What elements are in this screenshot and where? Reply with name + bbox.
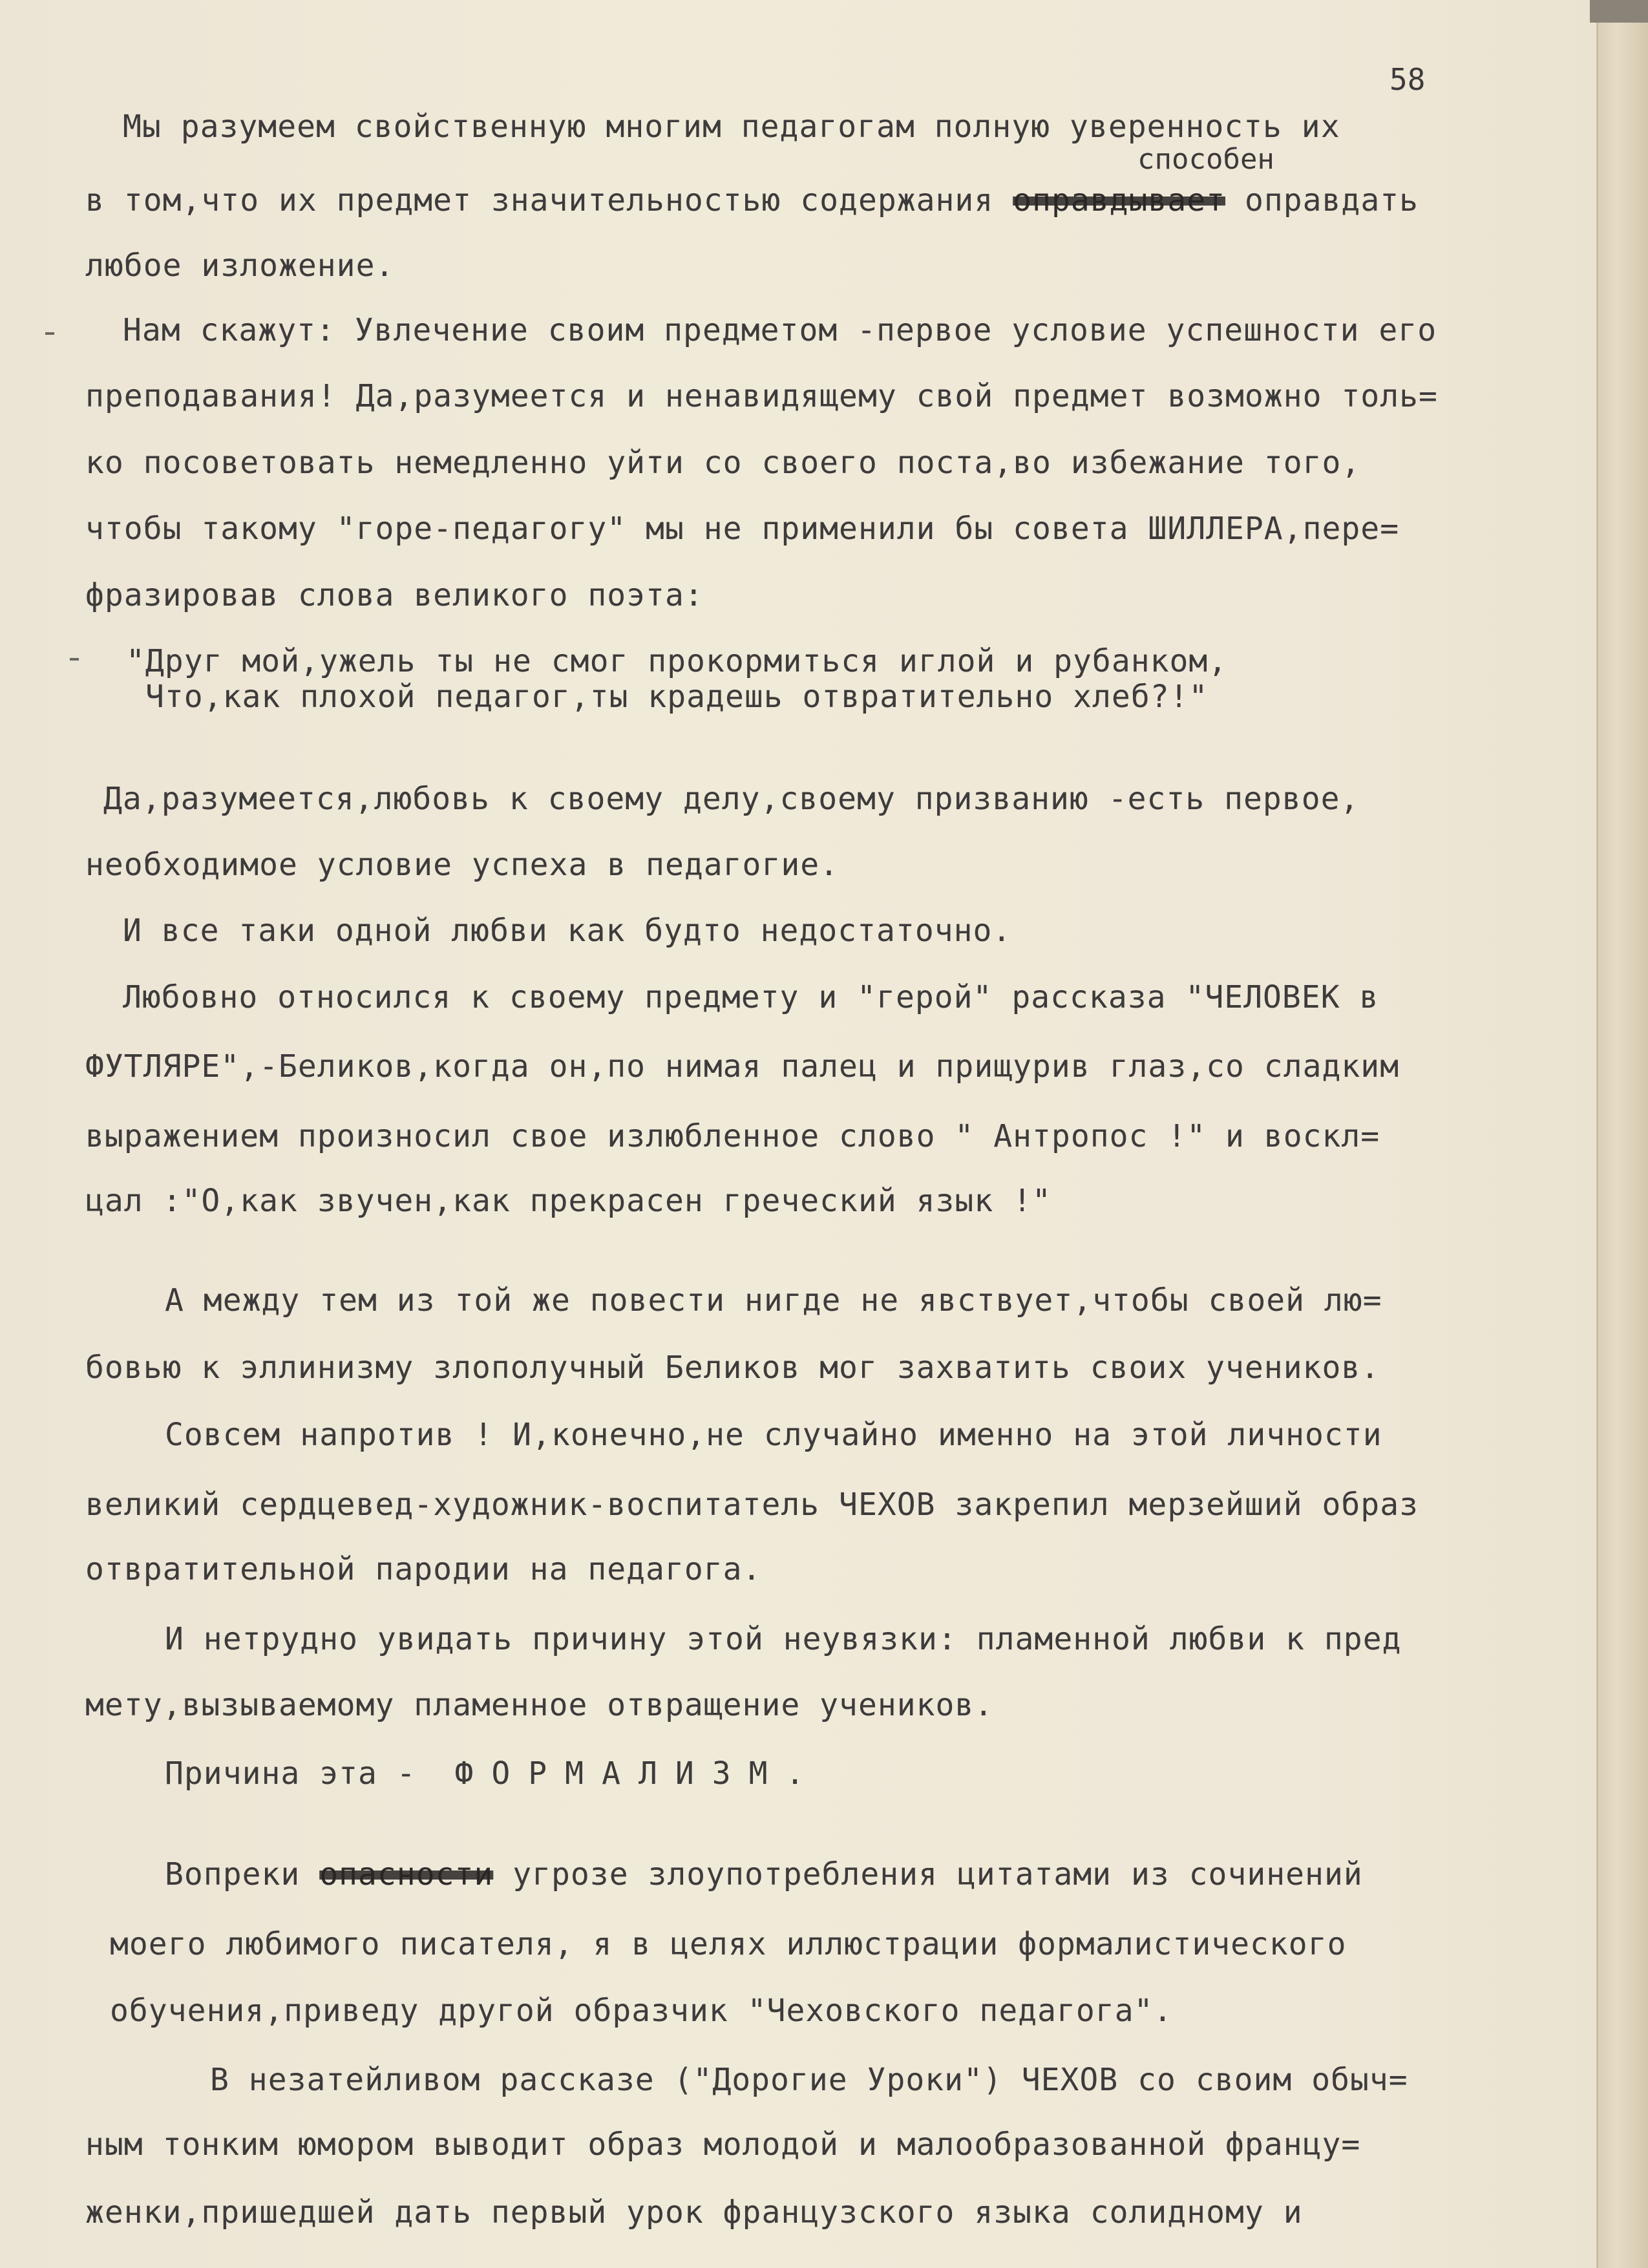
text-line [85,182,1419,218]
text-line: чтобы такому "горе-педагогу" мы не применили бы совета ШИЛЛЕРА,пере= [85,511,1400,547]
text-line: И все таки одной любви как будто недостаточно. [123,913,1012,949]
quote-line: "Друг мой,ужель ты не смог прокормиться иглой и рубанком, [126,643,1228,679]
text-line: И нетрудно увидать причину этой неувязки: пламенной любви к пред [165,1621,1402,1657]
scan-border [1590,0,1648,23]
page-number: 58 [1389,62,1426,97]
text-line: Совсем напротив ! И,конечно,не случайно именно на этой личности [165,1417,1382,1453]
text-line: цал :"О,как звучен,как прекрасен греческий язык !" [85,1183,1051,1219]
struck-word: оправдывает [1013,182,1226,218]
text-line: мету,вызываемому пламенное отвращение учеников. [85,1687,994,1723]
next-page-edge [1596,0,1648,2268]
text-line: ФУТЛЯРЕ",-Беликов,когда он,по нимая палец и прищурив глаз,со сладким [85,1048,1400,1085]
margin-mark [70,658,79,661]
text-line: моего любимого писателя, я в целях иллюстрации формалистического [110,1926,1347,1962]
text-line: необходимое условие успеха в педагогие. [85,847,840,883]
text-line [165,1755,822,1792]
text-line: обучения,приведу другой образчик "Чеховского педагога". [110,1993,1173,2029]
text-line: ным тонким юмором выводит образ молодой и малообразованной францу= [85,2126,1361,2163]
handwritten-insertion: способен [1137,143,1274,176]
text-line: фразировав слова великого поэта: [85,577,704,613]
quote-line: Что,как плохой педагог,ты крадешь отвратительно хлеб?!" [145,679,1209,715]
text-line [165,1856,1363,1892]
text-line: ко посоветовать немедленно уйти со своего поста,во избежание того, [85,445,1361,481]
text-line-start: Вопреки [165,1856,301,1892]
text-line-start: Причина эта - [165,1755,416,1792]
text-line: преподавания! Да,разумеется и ненавидящему свой предмет возможно толь= [85,378,1438,414]
text-line: Да,разумеется,любовь к своему делу,своему призванию -есть первое, [103,781,1360,817]
text-line: любое изложение. [85,248,395,284]
margin-mark [45,332,54,335]
text-line: выражением произносил свое излюбленное слово " Антропос !" и воскл= [85,1118,1380,1154]
text-line: женки,пришедшей дать первый урок французского языка солидному и [85,2194,1303,2231]
text-line-end: угрозе злоупотребления цитатами из сочинений [512,1856,1363,1892]
text-line: отвратительной пародии на педагога. [85,1551,762,1587]
struck-word: опасности [319,1856,494,1892]
text-line: великий сердцевед-художник-воспитатель ЧЕХОВ закрепил мерзейший образ [85,1487,1419,1523]
text-line: бовью к эллинизму злополучный Беликов мог захватить своих учеников. [85,1350,1380,1386]
text-line: Любовно относился к своему предмету и "герой" рассказа "ЧЕЛОВЕК в [123,979,1379,1015]
text-line-end: оправдать [1244,182,1419,218]
text-line-start: в том,что их предмет значительностью содержания [85,182,994,218]
text-line: В незатейливом рассказе ("Дорогие Уроки") ЧЕХОВ со своим обыч= [210,2062,1408,2098]
emphasis-word: ФОРМАЛИЗМ. [454,1755,823,1792]
text-line: Мы разумеем свойственную многим педагогам полную уверенность их [123,109,1340,145]
text-line: А между тем из той же повести нигде не явствует,чтобы своей лю= [165,1282,1382,1319]
text-line: Нам скажут: Увлечение своим предметом -первое условие успешности его [123,312,1437,348]
